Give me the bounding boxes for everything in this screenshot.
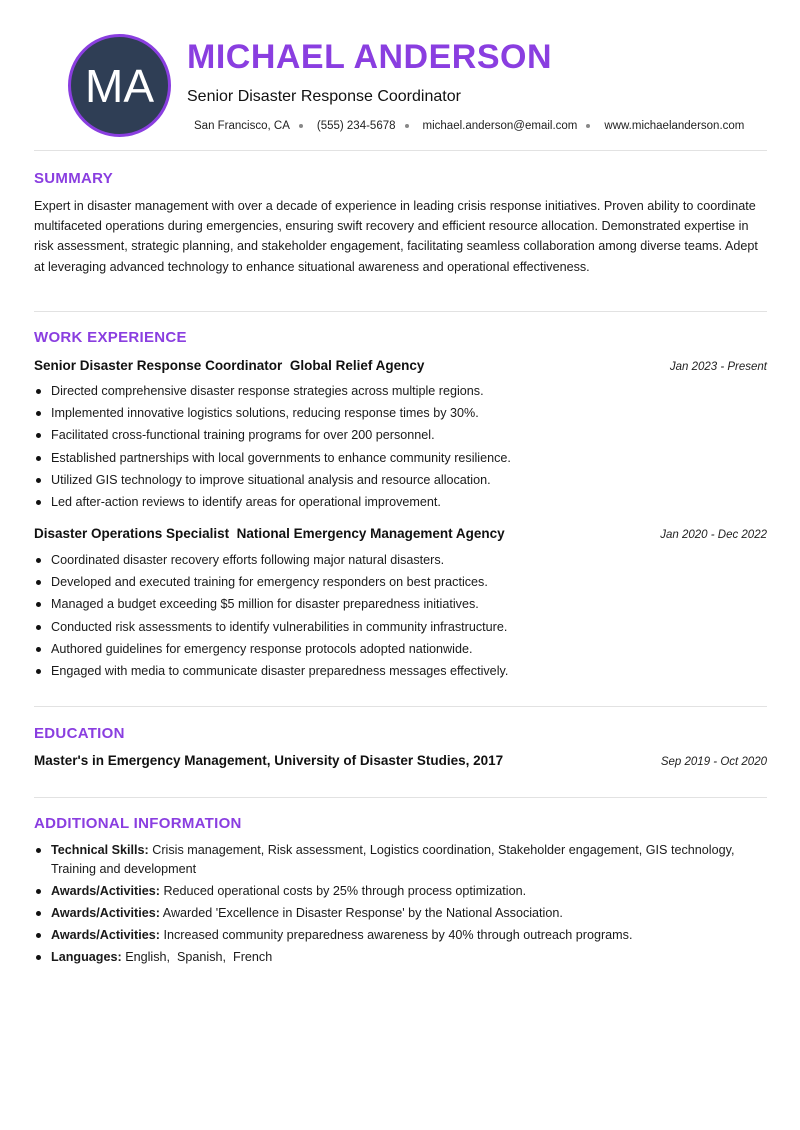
divider [34,797,767,798]
list-item: Engaged with media to communicate disaster preparedness messages effectively. [34,660,764,682]
contact-phone: (555) 234-5678 [316,120,396,132]
job-company: Global Relief Agency [289,358,425,373]
education-degree: Master's in Emergency Management, University of Disaster Studies, 2017 [34,753,504,768]
contact-website[interactable]: www.michaelanderson.com [604,120,745,132]
languages-label: Languages: [51,949,122,964]
languages-list [125,950,272,964]
section-title-summary: SUMMARY [34,170,114,187]
separator-dot [586,124,590,128]
section-title-education: EDUCATION [34,725,125,742]
job-title: Senior Disaster Response Coordinator [187,88,461,105]
list-item: Managed a budget exceeding $5 million for disaster preparedness initiatives. [34,593,764,615]
list-item: Implemented innovative logistics solutions, reducing response times by 30%. [34,402,764,424]
candidate-name: MICHAEL ANDERSON [187,38,553,76]
job-dates: Jan 2023 - Present [669,361,767,373]
info-text: Crisis management, Risk assessment, Logistics coordination, Stakeholder engagement, GIS technology, Training and development [51,843,735,876]
education-entry [34,753,767,768]
list-item [34,841,769,878]
avatar [68,34,171,137]
list-item: Coordinated disaster recovery efforts following major natural disasters. [34,549,764,571]
list-item: Led after-action reviews to identify areas for operational improvement. [34,491,764,513]
language: English [125,949,167,964]
info-label: Technical Skills: [51,843,149,857]
list-item: Utilized GIS technology to improve situational analysis and resource allocation. [34,469,764,491]
divider [34,150,767,151]
list-item [34,926,769,945]
job-header [34,526,767,541]
list-item: Established partnerships with local governments to enhance community resilience. [34,447,764,469]
list-item-languages [34,948,769,967]
contact-location: San Francisco, CA [194,120,290,132]
info-text: Reduced operational costs by 25% through process optimization. [163,883,527,898]
job-role-line [34,526,505,541]
list-item: Directed comprehensive disaster response strategies across multiple regions. [34,380,764,402]
divider [34,311,767,312]
additional-info-list [34,841,769,970]
job-bullets [34,549,764,682]
job-dates: Jan 2020 - Dec 2022 [660,529,767,541]
info-label: Awards/Activities: [51,905,160,920]
list-item: Developed and executed training for emergency responders on best practices. [34,571,764,593]
list-item: Authored guidelines for emergency response protocols adopted nationwide. [34,638,764,660]
language: , French [223,950,273,964]
job-role-line [34,358,424,373]
separator-dot [405,124,409,128]
resume-header [34,0,767,150]
summary-text: Expert in disaster management with over a decade of experience in leading crisis response initiatives. Proven ability to coordinate multifaceted operations during emergencies, ensuring swift recovery and efficient resource allocation. Demonstrated expertise in risk assessment, strategic planning, and stakeholder engagement, facilitating seamless collaboration among diverse teams. Adept at leveraging advanced technology to enhance situational awareness and operational effectiveness. [34,199,758,274]
job-role: Disaster Operations Specialist [34,526,230,541]
list-item [34,904,769,923]
job-bullets [34,380,764,513]
contact-line [194,120,744,132]
job-header [34,358,767,373]
list-item: Conducted risk assessments to identify vulnerabilities in community infrastructure. [34,616,764,638]
contact-email[interactable]: michael.anderson@email.com [422,120,578,132]
job-company: National Emergency Management Agency [236,526,505,541]
job-role: Senior Disaster Response Coordinator [34,358,283,373]
info-label: Awards/Activities: [51,927,160,942]
list-item [34,882,769,901]
education-dates: Sep 2019 - Oct 2020 [660,756,767,768]
section-title-additional: ADDITIONAL INFORMATION [34,815,242,832]
info-text: Awarded 'Excellence in Disaster Response' by the National Association. [162,905,563,920]
language: , Spanish [167,950,223,964]
section-title-experience: WORK EXPERIENCE [34,329,187,346]
info-text: Increased community preparedness awareness by 40% through outreach programs. [163,927,633,942]
divider [34,706,767,707]
separator-dot [299,124,303,128]
info-label: Awards/Activities: [51,883,160,898]
avatar-initials: MA [85,59,154,112]
list-item: Facilitated cross-functional training programs for over 200 personnel. [34,424,764,446]
